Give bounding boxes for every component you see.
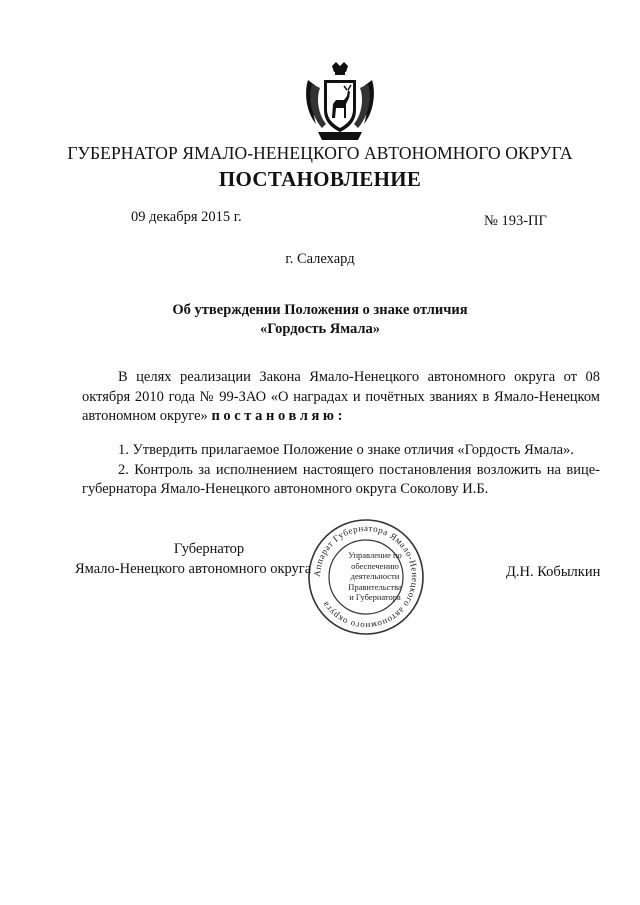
decree-item-2: 2. Контроль за исполнением настоящего постановления возложить на вице-губернатора Ямало-Ненецкого автономного округа Соколову И.Б.	[82, 461, 600, 497]
decree-word: постановляю:	[211, 408, 346, 424]
document-date: 09 декабря 2015 г.	[131, 209, 242, 225]
issuing-authority: ГУБЕРНАТОР ЯМАЛО-НЕНЕЦКОГО АВТОНОМНОГО ОКРУГА	[67, 143, 573, 163]
stamp-line-2: обеспечению	[351, 560, 399, 571]
preamble-text: В целях реализации Закона Ямало-Ненецкого автономного округа от 08 октября 2010 года № 99-ЗАО «О наградах и почётных званиях в Ямало-Ненецком автономном округе»	[82, 369, 600, 424]
stamp-line-1: Управление по	[348, 550, 402, 560]
stamp-center-text	[342, 550, 408, 603]
signatory-title-line-2: Ямало-Ненецкого автономного округа	[75, 560, 312, 577]
stamp-ring-text: Аппарат Губернатора Ямало-Ненецкого автономного округа	[311, 522, 421, 632]
coat-of-arms-icon	[302, 62, 378, 144]
stamp-line-3: деятельности	[350, 571, 400, 581]
title-line-2: «Гордость Ямала»	[259, 321, 381, 337]
decree-items	[82, 441, 600, 500]
signatory-title-line-1: Губернатор	[173, 541, 245, 557]
signatory-title	[0, 540, 330, 579]
document-city: г. Салехард	[285, 251, 355, 267]
signatory-name: Д.Н. Кобылкин	[506, 564, 601, 580]
stamp-line-4: Правительства	[348, 581, 402, 592]
title-line-1: Об утверждении Положения о знаке отличия	[172, 302, 468, 318]
document-title	[0, 301, 640, 339]
decree-item-1: 1. Утвердить прилагаемое Положение о знаке отличия «Гордость Ямала».	[118, 442, 574, 458]
preamble	[82, 368, 600, 427]
stamp-line-5: и Губернатора	[349, 592, 401, 602]
document-number: № 193-ПГ	[484, 213, 547, 229]
document-type: ПОСТАНОВЛЕНИЕ	[218, 167, 422, 191]
